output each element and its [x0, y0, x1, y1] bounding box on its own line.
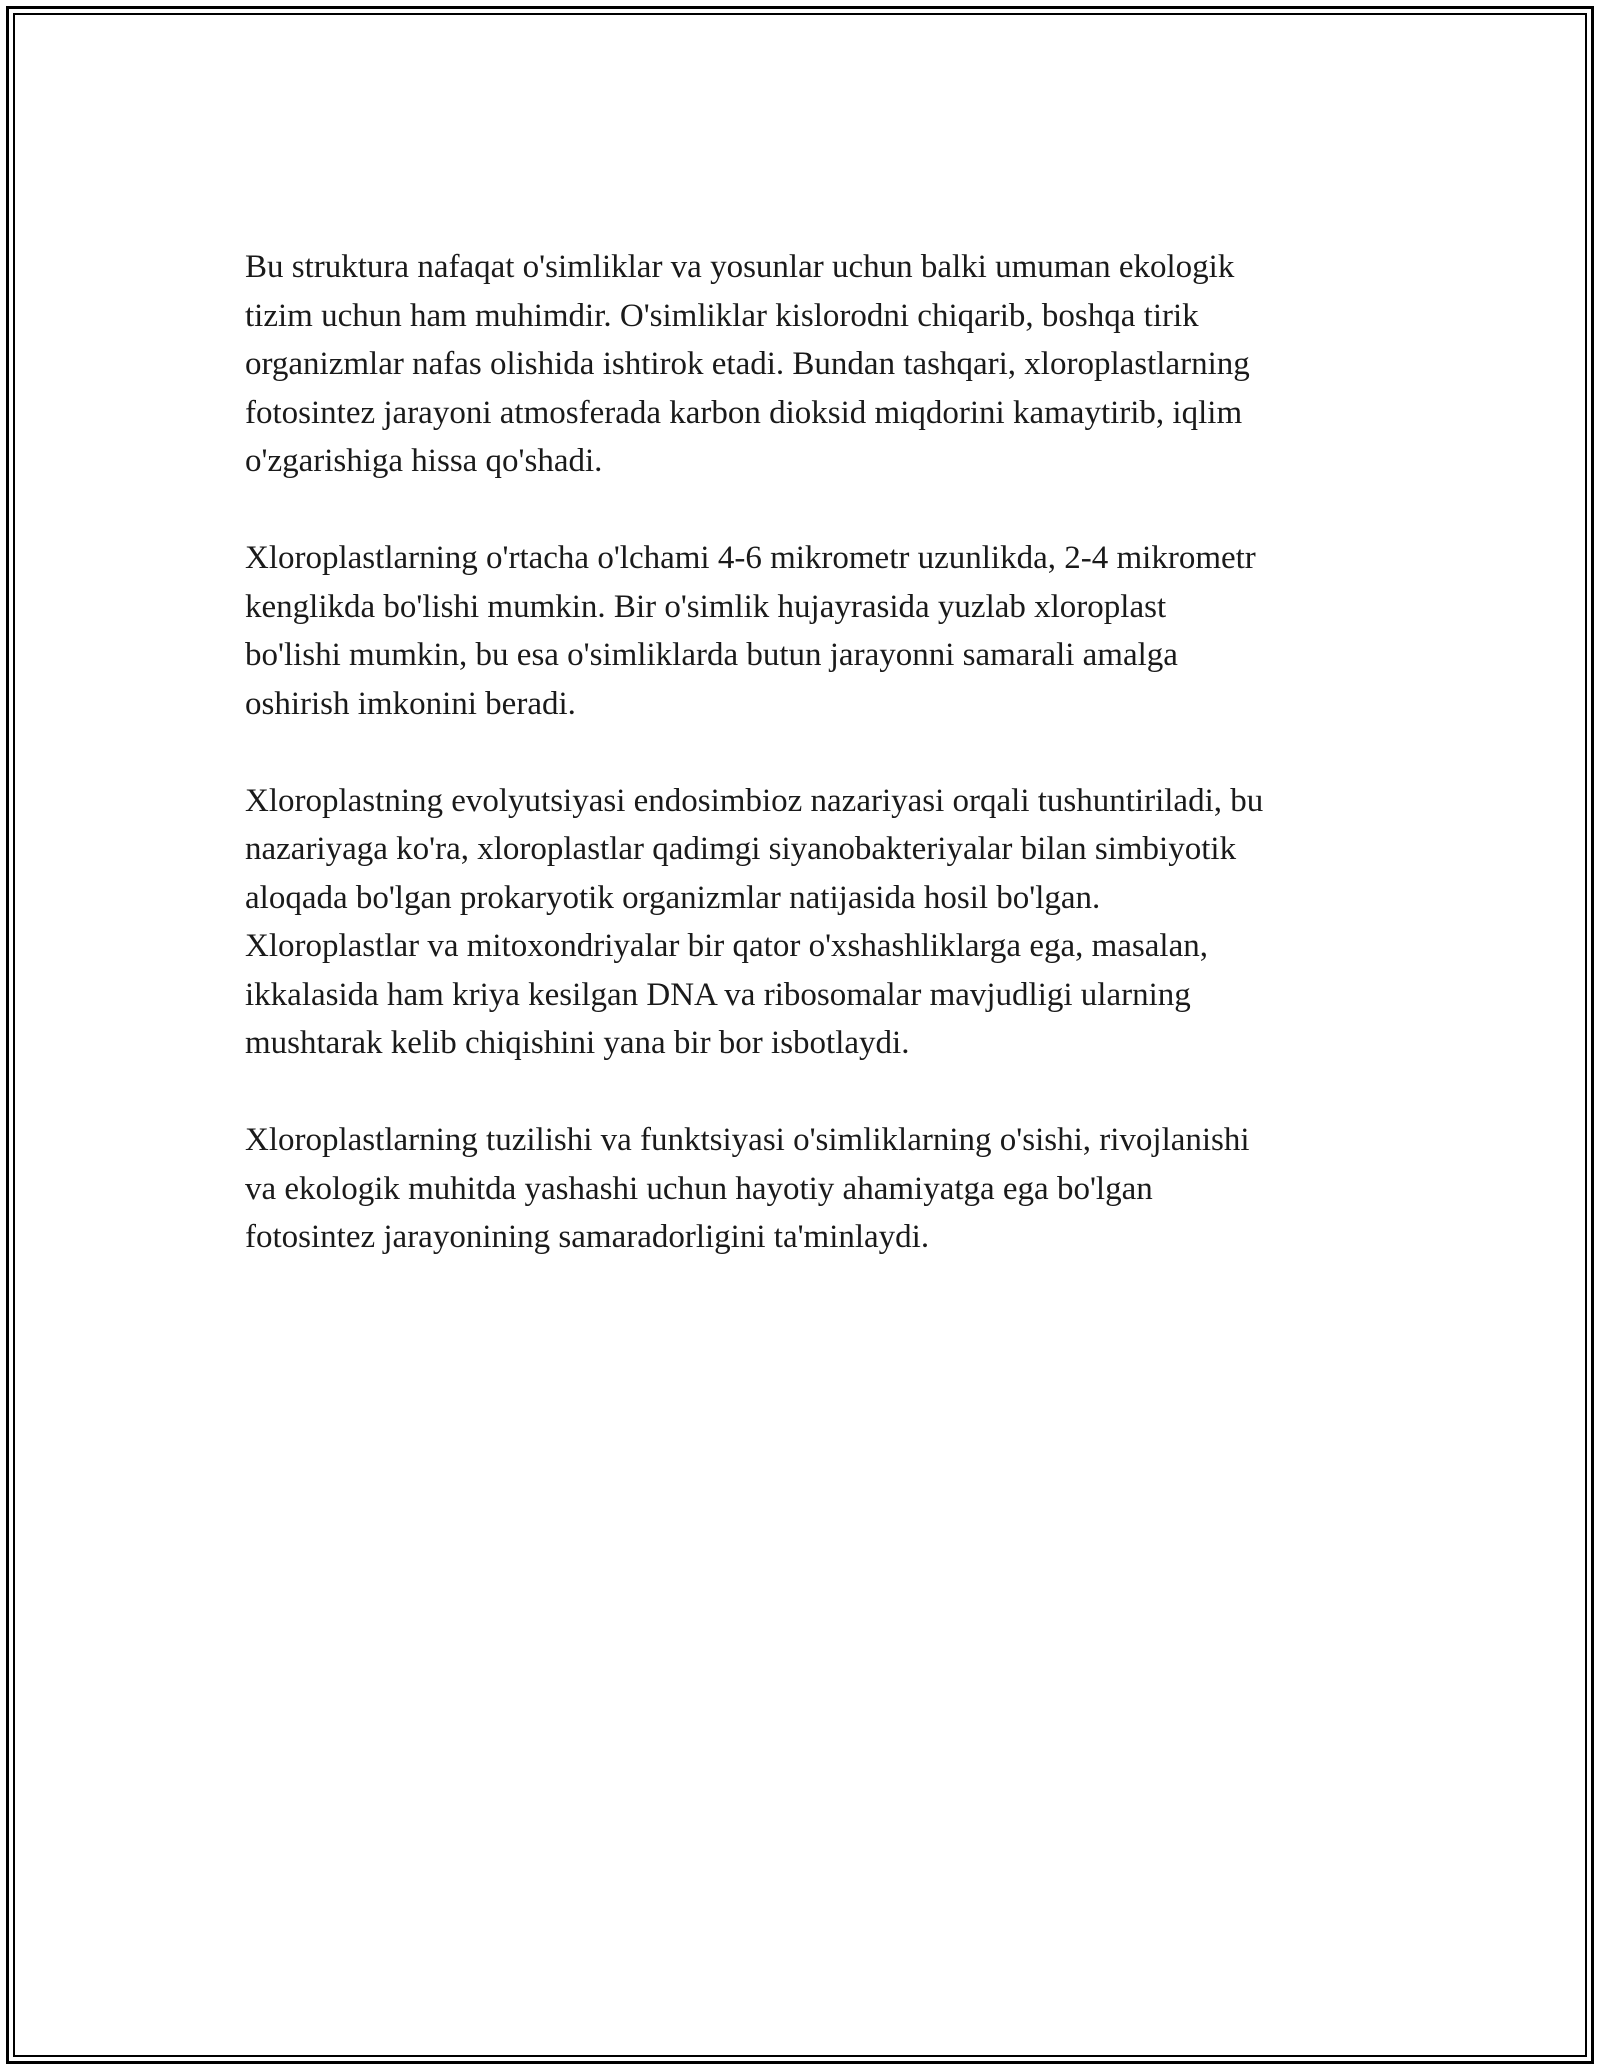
paragraph-chloroplast-evolution: Xloroplastning evolyutsiyasi endosimbioz nazariyasi orqali tushuntiriladi, bu nazariyaga ko'ra, xloroplastlar qadimgi siyanobakteriyalar bilan simbiyotik aloqada bo'lgan prokaryotik organizmlar natijasida hosil bo'lgan. Xloroplastlar va mitoxondriyalar bir qator o'xshashliklarga ega, masalan, ikkalasida ham kriya kesilgan DNA va ribosomalar mavjudligi ularning mushtarak kelib chiqishini yana bir bor isbotlaydi. — [245, 782, 1264, 1061]
page-frame — [6, 6, 1594, 2064]
paragraph-ecosystem-importance: Bu struktura nafaqat o'simliklar va yosunlar uchun balki umuman ekologik tizim uchun ham muhimdir. O'simliklar kislorodni chiqarib, boshqa tirik organizmlar nafas olishida ishtirok etadi. Bundan tashqari, xloroplastlarning fotosintez jarayoni atmosferada karbon dioksid miqdorini kamaytirib, iqlim o'zgarishiga hissa qo'shadi. — [245, 249, 1250, 479]
paragraph-structure-function: Xloroplastlarning tuzilishi va funktsiyasi o'simliklarning o'sishi, rivojlanishi va ekologik muhitda yashashi uchun hayotiy ahamiyatga ega bo'lgan fotosintez jarayonining samaradorligini ta'minlaydi. — [245, 1122, 1250, 1255]
paragraph-chloroplast-size: Xloroplastlarning o'rtacha o'lchami 4-6 mikrometr uzunlikda, 2-4 mikrometr kenglikda bo'lishi mumkin. Bir o'simlik hujayrasida yuzlab xloroplast bo'lishi mumkin, bu esa o'simliklarda butun jarayonni samarali amalga oshirish imkonini beradi. — [245, 540, 1256, 722]
document-body — [245, 243, 1405, 1262]
